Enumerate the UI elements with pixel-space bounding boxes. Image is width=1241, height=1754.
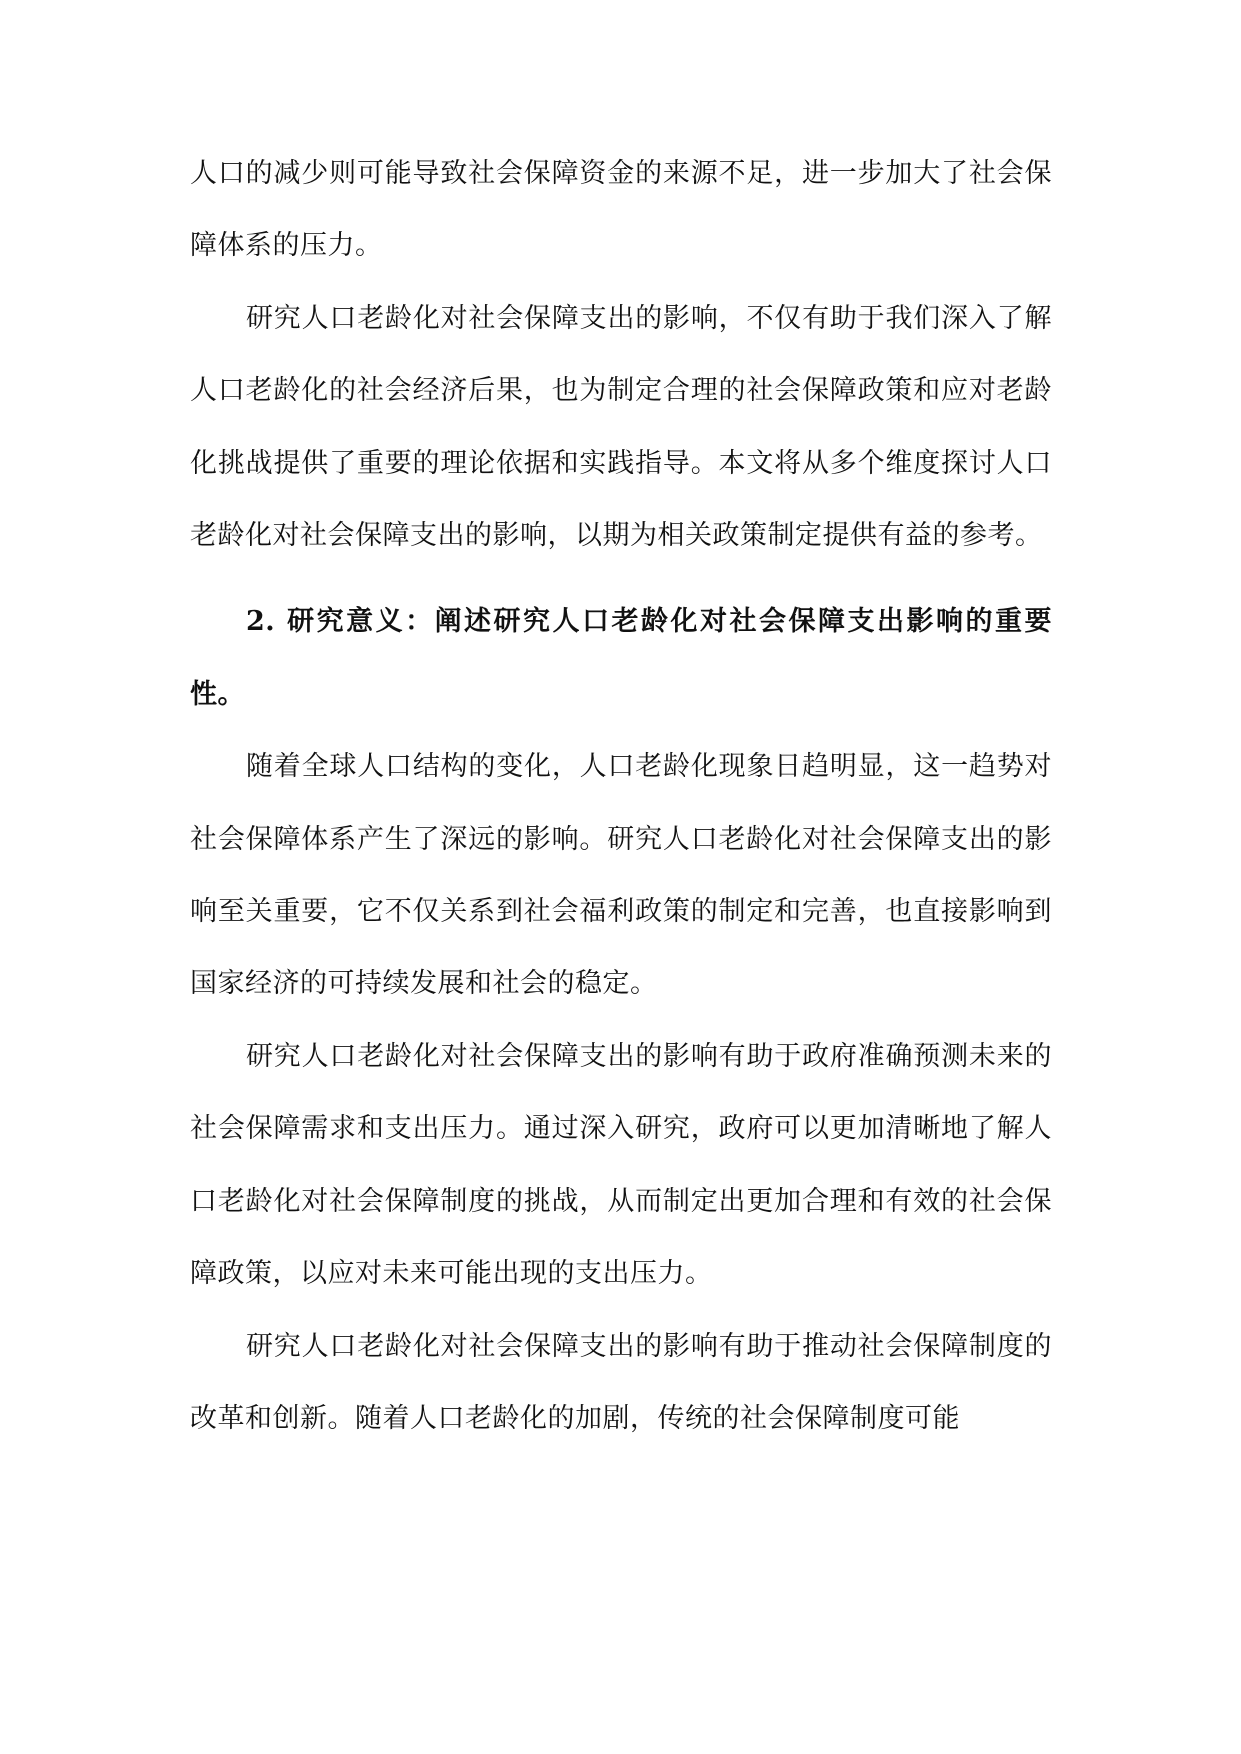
paragraph-continuation: 人口的减少则可能导致社会保障资金的来源不足，进一步加大了社会保障体系的压力。 xyxy=(190,158,1052,262)
document-body xyxy=(190,138,1052,1455)
paragraph-reform-innovation: 研究人口老龄化对社会保障支出的影响有助于推动社会保障制度的改革和创新。随着人口老龄化的加剧，传统的社会保障制度可能 xyxy=(190,1330,1052,1434)
paragraph-forecast-demand: 研究人口老龄化对社会保障支出的影响有助于政府准确预测未来的社会保障需求和支出压力。通过深入研究，政府可以更加清晰地了解人口老龄化对社会保障制度的挑战，从而制定出更加合理和有效的社会保障政策，以应对未来可能出现的支出压力。 xyxy=(190,1040,1052,1290)
section-heading-research-significance: 2. 研究意义：阐述研究人口老龄化对社会保障支出影响的重要性。 xyxy=(190,606,1052,710)
paragraph-global-aging: 随着全球人口结构的变化，人口老龄化现象日趋明显，这一趋势对社会保障体系产生了深远的影响。研究人口老龄化对社会保障支出的影响至关重要，它不仅关系到社会福利政策的制定和完善，也直接影响到国家经济的可持续发展和社会的稳定。 xyxy=(190,751,1052,1000)
paragraph-research-overview: 研究人口老龄化对社会保障支出的影响，不仅有助于我们深入了解人口老龄化的社会经济后果，也为制定合理的社会保障政策和应对老龄化挑战提供了重要的理论依据和实践指导。本文将从多个维度探讨人口老龄化对社会保障支出的影响，以期为相关政策制定提供有益的参考。 xyxy=(190,302,1052,552)
